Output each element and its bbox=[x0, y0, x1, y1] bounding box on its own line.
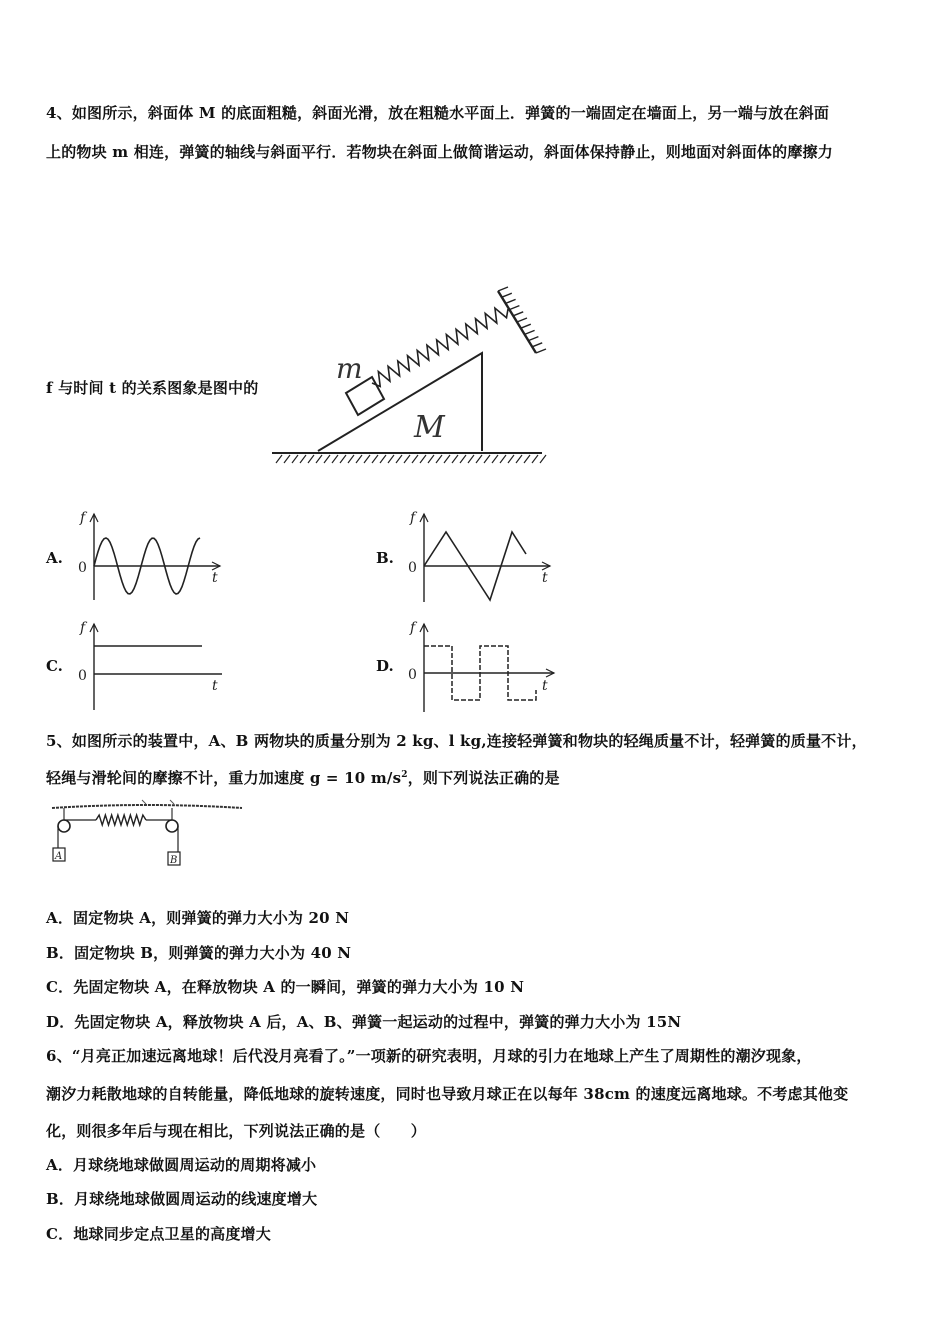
incline-M-label: M bbox=[414, 410, 445, 445]
q5-option-a[interactable]: A．固定物块 A，则弹簧的弹力大小为 20 N bbox=[46, 909, 350, 927]
origin-label: 0 bbox=[78, 560, 87, 576]
block-b-label: B bbox=[170, 855, 178, 866]
y-axis-label: f bbox=[410, 510, 416, 526]
q4-option-b-label[interactable]: B. bbox=[376, 549, 394, 567]
q4-option-a-label[interactable]: A. bbox=[46, 549, 63, 567]
q6-stem-line-2: 潮汐力耗散地球的自转能量，降低地球的旋转速度，同时也导致月球正在以每年 38cm 的速度远离地球。不考虑其他变 bbox=[46, 1085, 849, 1103]
q4-option-b-graph[interactable] bbox=[402, 508, 552, 608]
q6-option-c[interactable]: C．地球同步定点卫星的高度增大 bbox=[46, 1225, 271, 1243]
y-axis-label: f bbox=[80, 510, 86, 526]
origin-label: 0 bbox=[408, 560, 417, 576]
block-m-label: m bbox=[336, 352, 363, 385]
pulley-left bbox=[58, 820, 70, 832]
q5-option-c[interactable]: C．先固定物块 A，在释放物块 A 的一瞬间，弹簧的弹力大小为 10 N bbox=[46, 978, 525, 996]
pulley-right bbox=[166, 820, 178, 832]
q4-option-d-label[interactable]: D. bbox=[376, 657, 394, 675]
q4-option-c-label[interactable]: C. bbox=[46, 657, 63, 675]
q6-option-b[interactable]: B．月球绕地球做圆周运动的线速度增大 bbox=[46, 1190, 318, 1208]
x-axis-label: t bbox=[542, 570, 548, 586]
q5-stem-line-1: 5、如图所示的装置中，A、B 两物块的质量分别为 2 kg、l kg,连接轻弹簧和物块的轻绳质量不计，轻弹簧的质量不计， bbox=[46, 732, 867, 750]
x-axis-label: t bbox=[212, 678, 218, 694]
q5-stem-line-2: 轻绳与滑轮间的摩擦不计，重力加速度 g = 10 $m/s^2$，则下列说法正确的是 bbox=[46, 769, 560, 787]
q4-option-a-graph[interactable] bbox=[72, 508, 222, 608]
q4-stem-line-1: 4、如图所示，斜面体 M 的底面粗糙，斜面光滑，放在粗糙水平面上．弹簧的一端固定在墙面上，另一端与放在斜面 bbox=[46, 104, 830, 122]
q4-stem-line-3: f 与时间 t 的关系图象是图中的 bbox=[46, 379, 259, 397]
q4-option-c-graph[interactable] bbox=[72, 618, 222, 713]
q4-stem-line-2: 上的物块 m 相连，弹簧的轴线与斜面平行．若物块在斜面上做简谐运动，斜面体保持静止，则地面对斜面体的摩擦力 bbox=[46, 143, 833, 161]
y-axis-label: f bbox=[80, 620, 86, 636]
x-axis-label: t bbox=[542, 678, 548, 694]
q6-stem-line-1: 6、“月亮正加速远离地球！后代没月亮看了。”一项新的研究表明，月球的引力在地球上产生了周期性的潮汐现象， bbox=[46, 1047, 812, 1065]
block-a-label: A bbox=[55, 851, 63, 862]
y-axis-label: f bbox=[410, 620, 416, 636]
incline-spring-figure bbox=[266, 275, 556, 475]
pulley-spring-figure bbox=[46, 796, 246, 876]
q5-option-b[interactable]: B．固定物块 B，则弹簧的弹力大小为 40 N bbox=[46, 944, 352, 962]
spring bbox=[372, 308, 508, 386]
q6-option-a[interactable]: A．月球绕地球做圆周运动的周期将减小 bbox=[46, 1156, 317, 1174]
origin-label: 0 bbox=[408, 667, 417, 683]
x-axis-label: t bbox=[212, 570, 218, 586]
q5-option-d[interactable]: D．先固定物块 A，释放物块 A 后，A、B、弹簧一起运动的过程中，弹簧的弹力大小为 15N bbox=[46, 1013, 682, 1031]
q6-stem-line-3: 化，则很多年后与现在相比，下列说法正确的是（ ） bbox=[46, 1122, 427, 1140]
spring bbox=[96, 815, 146, 825]
q4-option-d-graph[interactable] bbox=[402, 618, 562, 713]
origin-label: 0 bbox=[78, 668, 87, 684]
